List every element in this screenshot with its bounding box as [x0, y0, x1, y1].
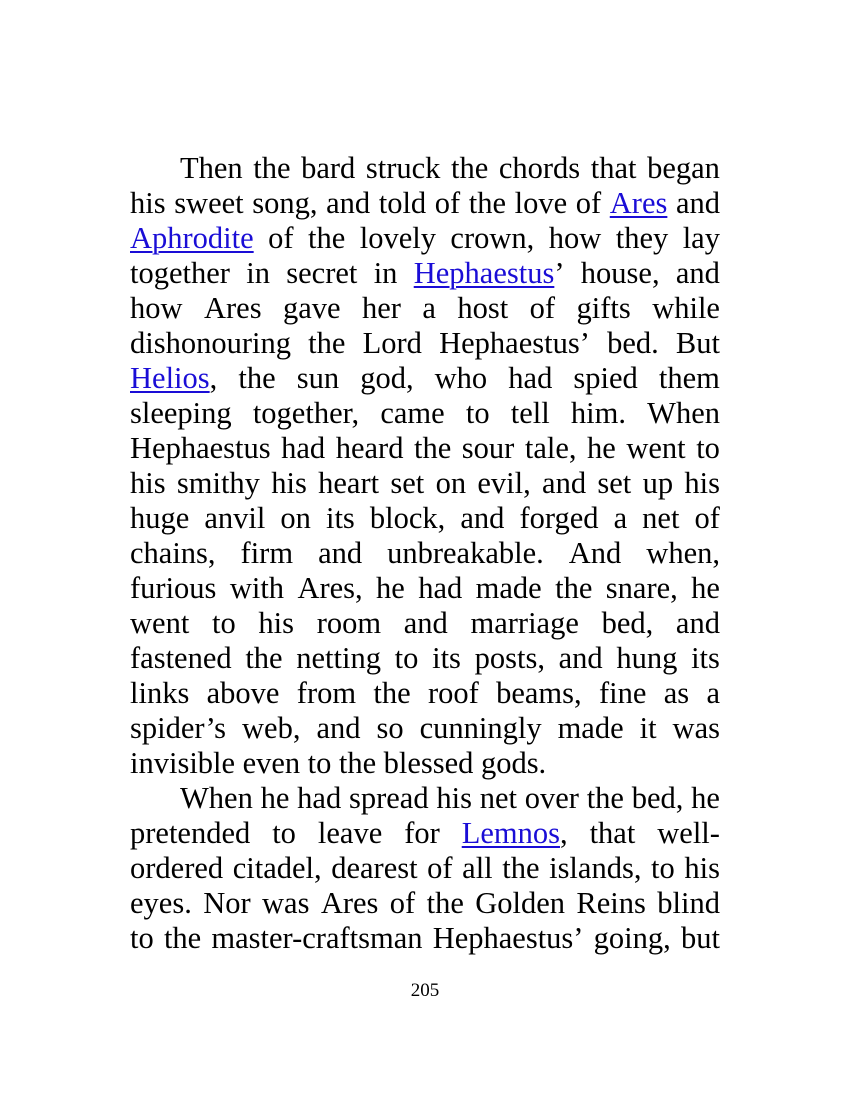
- word: and: [326, 186, 371, 220]
- word: smithy: [176, 466, 260, 500]
- word: it: [639, 711, 657, 745]
- word: and: [316, 711, 361, 745]
- word: him.: [570, 396, 626, 430]
- word: how: [548, 221, 602, 255]
- word: them: [658, 361, 720, 395]
- word: firm: [240, 536, 294, 570]
- word: as: [663, 676, 690, 710]
- word: Hephaestus: [130, 431, 271, 465]
- text-line: [130, 711, 720, 746]
- word: his: [684, 466, 720, 500]
- word: to: [465, 396, 490, 430]
- text-line: [130, 501, 720, 536]
- word: islands,: [549, 851, 642, 885]
- word: of: [694, 501, 720, 535]
- word: to: [211, 606, 236, 640]
- word: links: [130, 676, 190, 710]
- word: began: [647, 151, 720, 185]
- word: told: [378, 186, 427, 220]
- word: tale,: [524, 431, 577, 465]
- word: his: [258, 606, 294, 640]
- word: came: [380, 396, 445, 430]
- text-line: [130, 746, 720, 781]
- word: her: [362, 291, 401, 325]
- word: when,: [646, 536, 720, 570]
- word: posts,: [474, 641, 545, 675]
- word: was: [672, 711, 720, 745]
- word: blessed: [383, 746, 474, 780]
- word: and: [675, 256, 720, 290]
- word: from: [296, 676, 357, 710]
- word-with-link: [130, 221, 254, 256]
- word: he: [260, 781, 290, 815]
- word: snare,: [605, 571, 678, 605]
- word: all: [462, 851, 493, 885]
- text-line: [130, 361, 720, 396]
- word: the: [586, 781, 624, 815]
- word: together,: [252, 396, 360, 430]
- word: the: [163, 921, 202, 955]
- word: to: [696, 431, 720, 465]
- text-line: [130, 396, 720, 431]
- word: that: [590, 151, 637, 185]
- word: and: [403, 606, 448, 640]
- word: bed.: [607, 326, 659, 360]
- word: marriage: [470, 606, 579, 640]
- word: Ares: [320, 886, 379, 920]
- text-line: [130, 151, 720, 186]
- word-with-link: Helios,: [130, 361, 218, 395]
- word: fine: [598, 676, 647, 710]
- paragraph: [130, 781, 720, 956]
- word: a: [422, 291, 436, 325]
- text-line: [130, 886, 720, 921]
- word: in: [246, 256, 270, 290]
- word: the: [338, 746, 377, 780]
- word: the: [308, 326, 346, 360]
- word: When: [180, 781, 253, 815]
- word: and: [542, 466, 587, 500]
- word: spread: [348, 781, 429, 815]
- text-line: [130, 291, 720, 326]
- text-line: [130, 326, 720, 361]
- word: of: [427, 851, 453, 885]
- word: lay: [682, 221, 720, 255]
- word: of: [389, 886, 416, 920]
- word: unbreakable.: [387, 536, 544, 570]
- word: his: [684, 851, 720, 885]
- word: Golden: [475, 886, 566, 920]
- text-line: [130, 431, 720, 466]
- word: When: [647, 396, 720, 430]
- word: of: [529, 291, 556, 325]
- word: to: [394, 641, 419, 675]
- word: the: [253, 151, 291, 185]
- word: hung: [616, 641, 678, 675]
- word: to: [272, 816, 296, 850]
- word: who: [434, 361, 488, 395]
- word: well-: [657, 816, 720, 850]
- word: sour: [461, 431, 515, 465]
- word: chords: [498, 151, 581, 185]
- word: huge: [130, 501, 190, 535]
- page-number: 205: [410, 980, 440, 1001]
- word: the: [468, 186, 507, 220]
- word: Hephaestus’: [439, 326, 590, 360]
- word: beams,: [496, 676, 582, 710]
- word: but: [680, 921, 720, 955]
- word: net: [642, 501, 680, 535]
- word: song,: [252, 186, 318, 220]
- hyperlink-aphrodite[interactable]: Aphrodite: [130, 221, 254, 255]
- word: spider’s: [130, 711, 227, 745]
- word: forged: [519, 501, 599, 535]
- word: pretended: [130, 816, 251, 850]
- word: up: [642, 466, 674, 500]
- word: of: [575, 186, 602, 220]
- word: the: [502, 851, 540, 885]
- word: had: [297, 781, 342, 815]
- word: host: [457, 291, 509, 325]
- word: dishonouring: [130, 326, 291, 360]
- word: cunningly: [419, 711, 542, 745]
- word: dearest: [331, 851, 418, 885]
- word: and: [558, 641, 603, 675]
- word: over: [524, 781, 579, 815]
- body-text: [130, 151, 720, 956]
- word: while: [652, 291, 720, 325]
- text-line: [130, 536, 720, 571]
- word: bed,: [631, 781, 684, 815]
- word: and: [318, 536, 363, 570]
- word: Ares,: [297, 571, 363, 605]
- text-line: [130, 256, 720, 291]
- word: was: [262, 886, 310, 920]
- word: the: [245, 641, 283, 675]
- word-with-link: Hephaestus’: [413, 256, 565, 290]
- word: he: [691, 571, 720, 605]
- word: gave: [283, 291, 341, 325]
- word: bard: [301, 151, 356, 185]
- word: fastened: [130, 641, 232, 675]
- text-line: [130, 641, 720, 676]
- word: on: [280, 501, 311, 535]
- hyperlink-helios[interactable]: Helios: [130, 361, 210, 395]
- word: on: [435, 466, 467, 500]
- word: its: [432, 641, 461, 675]
- word: god,: [360, 361, 414, 395]
- word: Reins: [576, 886, 646, 920]
- text-line: [130, 466, 720, 501]
- word: the: [308, 221, 346, 255]
- text-line: [130, 676, 720, 711]
- word: made: [557, 711, 624, 745]
- word: struck: [365, 151, 441, 185]
- word: of: [434, 186, 461, 220]
- word: with: [229, 571, 285, 605]
- word: even: [242, 746, 301, 780]
- word: they: [615, 221, 669, 255]
- word: block,: [369, 501, 446, 535]
- word: sun: [296, 361, 340, 395]
- word: his: [130, 466, 166, 500]
- word: so: [376, 711, 404, 745]
- hyperlink-ares[interactable]: Ares: [609, 186, 668, 220]
- word: sleeping: [130, 396, 232, 430]
- word: netting: [296, 641, 381, 675]
- word: the: [555, 571, 593, 605]
- word: going,: [593, 921, 671, 955]
- word: set: [597, 466, 632, 500]
- word: bed,: [601, 606, 654, 640]
- word: its: [691, 641, 720, 675]
- text-line: [130, 781, 720, 816]
- word: his: [436, 781, 472, 815]
- word: in: [373, 256, 398, 290]
- word: net: [479, 781, 517, 815]
- word: eyes.: [130, 886, 192, 920]
- word: a: [613, 501, 628, 535]
- text-line: [130, 186, 720, 221]
- word: of: [268, 221, 294, 255]
- word: above: [206, 676, 280, 710]
- word: to: [130, 921, 154, 955]
- word: heart: [318, 466, 380, 500]
- text-line: [130, 921, 720, 956]
- word: his: [130, 186, 166, 220]
- word: Hephaestus’: [432, 921, 584, 955]
- word: his: [271, 466, 307, 500]
- word: and: [675, 606, 720, 640]
- word: gods.: [480, 746, 547, 780]
- word: the: [238, 361, 276, 395]
- word: tell: [510, 396, 550, 430]
- hyperlink-lemnos[interactable]: Lemnos: [461, 816, 560, 850]
- word: invisible: [130, 746, 236, 780]
- word: chains,: [130, 536, 216, 570]
- word: sweet: [174, 186, 244, 220]
- word: And: [568, 536, 622, 570]
- word: web,: [242, 711, 301, 745]
- word: Nor: [203, 886, 251, 920]
- text-line: [130, 851, 720, 886]
- word: spied: [573, 361, 638, 395]
- word: together: [130, 256, 230, 290]
- word: But: [675, 326, 720, 360]
- word: the: [451, 151, 489, 185]
- word: the: [373, 676, 411, 710]
- paragraph: [130, 151, 720, 781]
- word: a: [706, 676, 720, 710]
- word: went: [626, 431, 686, 465]
- word: he: [691, 781, 720, 815]
- word: made: [475, 571, 542, 605]
- word: had: [508, 361, 553, 395]
- word-with-link: [610, 186, 668, 221]
- word: Lord: [362, 326, 422, 360]
- word: that: [589, 816, 636, 850]
- word: love: [514, 186, 568, 220]
- word: master-craftsman: [211, 921, 423, 955]
- word: he: [376, 571, 405, 605]
- word: lovely: [359, 221, 436, 255]
- word: set: [390, 466, 425, 500]
- word: he: [587, 431, 616, 465]
- word: citadel,: [232, 851, 322, 885]
- word: the: [413, 431, 452, 465]
- word: anvil: [204, 501, 266, 535]
- text-line: [130, 571, 720, 606]
- word: furious: [130, 571, 217, 605]
- word: its: [325, 501, 355, 535]
- word-with-link: Lemnos,: [461, 816, 568, 850]
- word: ordered: [130, 851, 224, 885]
- text-line: [130, 816, 720, 851]
- word: secret: [286, 256, 358, 290]
- word: Ares: [203, 291, 262, 325]
- word: roof: [427, 676, 479, 710]
- word: crown,: [450, 221, 535, 255]
- text-line: [130, 606, 720, 641]
- word: Then: [180, 151, 243, 185]
- word: leave: [317, 816, 383, 850]
- word: to: [307, 746, 332, 780]
- word: house,: [580, 256, 660, 290]
- word: gifts: [576, 291, 631, 325]
- word: had: [281, 431, 326, 465]
- text-line: [130, 221, 720, 256]
- word: blind: [657, 886, 720, 920]
- word: for: [404, 816, 440, 850]
- word: and: [675, 186, 720, 220]
- word: room: [316, 606, 382, 640]
- word: had: [418, 571, 463, 605]
- word: went: [130, 606, 190, 640]
- hyperlink-hephaestus[interactable]: Hephaestus: [413, 256, 555, 290]
- word: evil,: [477, 466, 531, 500]
- word: the: [426, 886, 464, 920]
- word: heard: [335, 431, 404, 465]
- word: how: [130, 291, 183, 325]
- word: and: [460, 501, 505, 535]
- word: to: [651, 851, 675, 885]
